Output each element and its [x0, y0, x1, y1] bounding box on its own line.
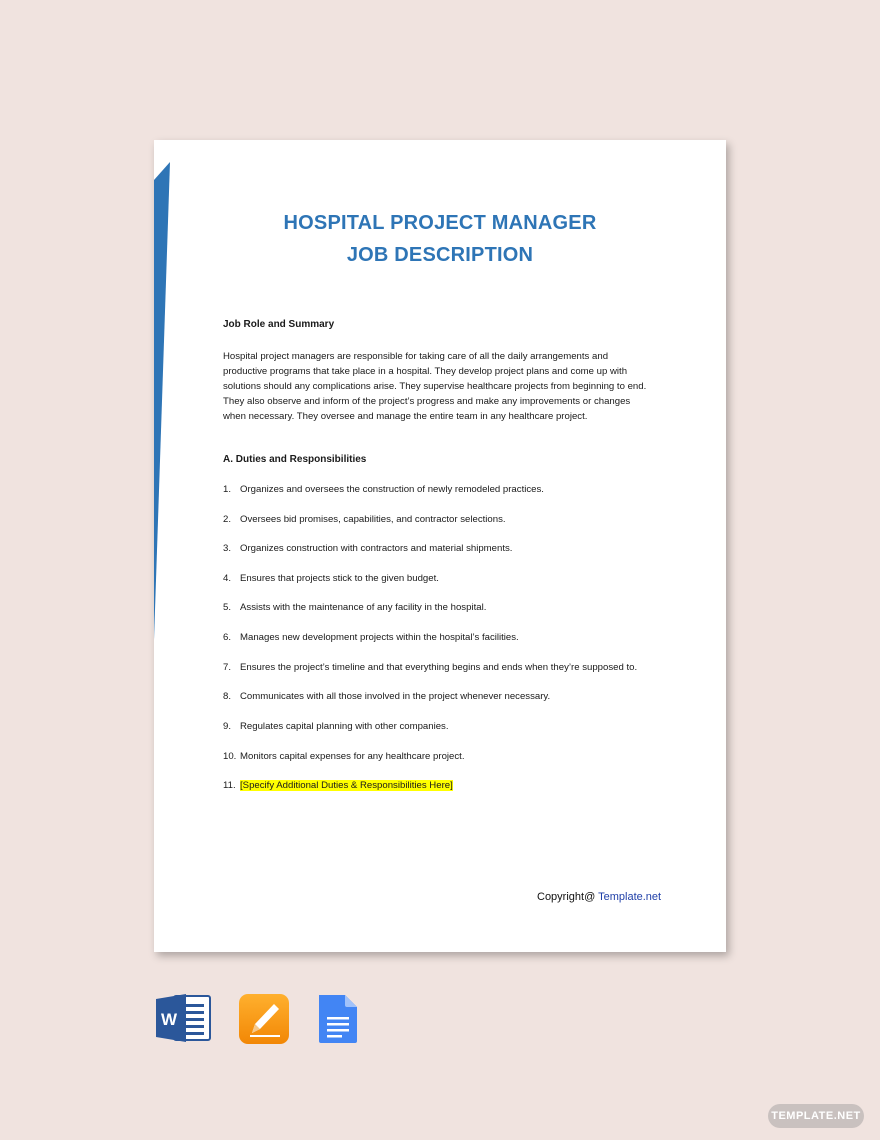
- duty-placeholder-highlight: [Specify Additional Duties & Responsibilities Here]: [240, 780, 453, 791]
- google-docs-icon[interactable]: [317, 993, 359, 1045]
- word-letter: W: [160, 1010, 178, 1029]
- duty-item: [223, 543, 512, 554]
- duty-item: [223, 662, 637, 673]
- duty-item: [223, 484, 544, 495]
- duty-item: [223, 632, 519, 643]
- duty-item: [223, 780, 453, 791]
- duty-text: Manages new development projects within the hospital’s facilities.: [240, 632, 519, 643]
- summary-paragraph: [223, 349, 647, 424]
- summary-line: when necessary. They oversee and manage the entire team in any healthcare project.: [223, 411, 588, 422]
- duty-text: Monitors capital expenses for any healthcare project.: [240, 751, 465, 762]
- duty-number: 1.: [223, 484, 232, 495]
- apple-pages-icon[interactable]: [238, 993, 290, 1045]
- summary-line: solutions should any complications arise. They supervise healthcare projects from beginning to end.: [223, 381, 647, 392]
- template-net-watermark: TEMPLATE.NET: [768, 1104, 864, 1128]
- document-title-line1: HOSPITAL PROJECT MANAGER: [283, 212, 597, 234]
- duty-number: 10.: [223, 751, 237, 762]
- copyright-line: [537, 891, 661, 903]
- duty-number: 3.: [223, 543, 232, 554]
- duty-item: [223, 751, 465, 762]
- duty-number: 4.: [223, 573, 232, 584]
- copyright-prefix: Copyright@: [537, 891, 599, 903]
- duty-item: [223, 602, 486, 613]
- duty-text: Communicates with all those involved in the project whenever necessary.: [240, 691, 551, 702]
- duty-text: Ensures that projects stick to the given budget.: [240, 573, 439, 584]
- summary-line: productive programs that take place in a hospital. They develop project plans and come up with: [223, 366, 628, 377]
- duty-text: Organizes and oversees the construction of newly remodeled practices.: [240, 484, 544, 495]
- document-title-line2: JOB DESCRIPTION: [346, 244, 534, 266]
- microsoft-word-icon[interactable]: [156, 993, 212, 1043]
- duty-item: [223, 691, 550, 702]
- document-page: [154, 140, 726, 952]
- duty-item: [223, 721, 449, 732]
- summary-line: Hospital project managers are responsible for taking care of all the daily arrangements and: [223, 351, 609, 362]
- duty-text: Organizes construction with contractors and material shipments.: [240, 543, 513, 554]
- duty-number: 7.: [223, 662, 232, 673]
- section-heading-duties: A. Duties and Responsibilities: [223, 454, 367, 465]
- section-heading-job-role: Job Role and Summary: [223, 319, 335, 330]
- summary-line: They also observe and inform of the project’s progress and make any improvements or changes: [223, 396, 631, 407]
- duty-text: Oversees bid promises, capabilities, and contractor selections.: [240, 514, 506, 525]
- duty-number: 6.: [223, 632, 232, 643]
- duty-number: 2.: [223, 514, 232, 525]
- duty-text: Ensures the project’s timeline and that everything begins and ends when they’re supposed to.: [240, 662, 638, 673]
- duty-item: [223, 573, 439, 584]
- duty-number: 11.: [223, 780, 236, 791]
- duty-number: 5.: [223, 602, 232, 613]
- duty-text: Assists with the maintenance of any facility in the hospital.: [240, 602, 487, 613]
- duty-text: Regulates capital planning with other companies.: [240, 721, 449, 732]
- template-net-link[interactable]: Template.net: [598, 891, 662, 903]
- duty-number: 9.: [223, 721, 232, 732]
- duty-number: 8.: [223, 691, 232, 702]
- duty-item: [223, 514, 506, 525]
